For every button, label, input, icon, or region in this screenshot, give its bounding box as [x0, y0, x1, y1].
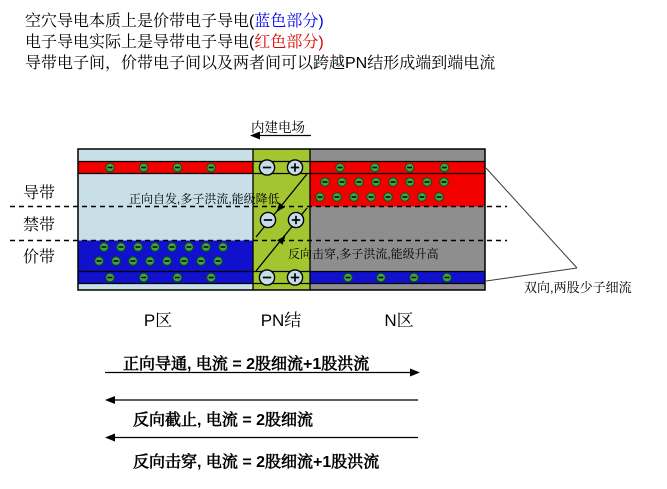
p-conduction-minority-strip: [78, 162, 253, 174]
hole-carrier-icon: [288, 212, 303, 227]
electron-icon: [316, 193, 325, 202]
electron-icon: [219, 243, 228, 252]
n-region-label: N区: [384, 311, 414, 330]
electron-icon: [112, 257, 121, 266]
electron-icon: [146, 257, 155, 266]
reverse-cutoff-caption: 反向截止, 电流 = 2股细流: [133, 412, 314, 429]
reverse-cutoff-arrow: [105, 396, 418, 404]
electron-carrier-icon: [259, 270, 274, 285]
electron-icon: [202, 243, 211, 252]
electron-icon: [389, 178, 398, 187]
electron-icon: [406, 178, 415, 187]
minority-pointer-top: [486, 168, 577, 268]
electron-icon: [163, 257, 172, 266]
electron-icon: [384, 193, 393, 202]
valence-band-label: 价带: [22, 249, 55, 266]
electron-carrier-icon: [259, 160, 274, 175]
electron-icon: [207, 163, 216, 172]
electron-icon: [139, 273, 148, 282]
electron-icon: [338, 178, 347, 187]
electron-icon: [173, 273, 182, 282]
electron-icon: [423, 178, 432, 187]
electron-icon: [350, 193, 359, 202]
hole-carrier-icon: [287, 270, 302, 285]
electron-icon: [440, 163, 449, 172]
electron-icon: [377, 273, 386, 282]
electron-icon: [168, 243, 177, 252]
electron-icon: [134, 243, 143, 252]
electron-icon: [440, 178, 449, 187]
intro-line-2-text: 电子导电实际上是导带电子导电(: [25, 34, 255, 51]
forbidden-band-label: 禁带: [22, 217, 55, 234]
electron-icon: [336, 163, 345, 172]
electron-icon: [367, 193, 376, 202]
hole-carrier-icon: [287, 160, 302, 175]
intro-line-3: 导带电子间，价带电子间以及两者间可以跨越PN结形成端到端电流: [25, 55, 496, 72]
forward-conduction-caption: 正向导通, 电流 = 2股细流+1股洪流: [123, 356, 370, 373]
electron-icon: [321, 178, 330, 187]
conduction-band-label: 导带: [22, 185, 55, 202]
built-in-field-label: 内建电场: [251, 120, 305, 135]
electron-icon: [173, 163, 182, 172]
breakdown-flood-note: 反向击穿,多子洪流,能级升高: [288, 247, 439, 261]
electron-icon: [106, 273, 115, 282]
p-valence-majority-strip: [78, 272, 253, 284]
electron-icon: [344, 273, 353, 282]
electron-icon: [371, 163, 380, 172]
electron-icon: [100, 243, 109, 252]
electron-icon: [333, 193, 342, 202]
electron-icon: [401, 193, 410, 202]
electron-icon: [207, 273, 216, 282]
electron-icon: [418, 193, 427, 202]
electron-icon: [185, 243, 194, 252]
electron-icon: [129, 257, 138, 266]
electron-icon: [197, 257, 206, 266]
electron-icon: [117, 243, 126, 252]
electron-icon: [435, 193, 444, 202]
intro-line-1-blue-part: 蓝色部分): [254, 13, 324, 30]
electron-icon: [214, 257, 223, 266]
electron-icon: [405, 163, 414, 172]
reverse-breakdown-arrow: [105, 434, 418, 442]
electron-icon: [95, 257, 104, 266]
electron-icon: [372, 178, 381, 187]
electron-icon: [139, 163, 148, 172]
electron-icon: [106, 163, 115, 172]
electron-icon: [151, 243, 160, 252]
n-valence-minority-strip: [310, 272, 485, 284]
p-region-label: P区: [143, 311, 173, 330]
intro-line-1-text: 空穴导电本质上是价带电子导电(: [25, 13, 255, 30]
electron-carrier-icon: [260, 212, 275, 227]
electron-icon: [410, 273, 419, 282]
electron-icon: [355, 178, 364, 187]
pn-junction-label: PN结: [260, 311, 302, 330]
minority-current-label: 双向,两股少子细流: [524, 280, 632, 295]
forward-flood-note: 正向自发,多子洪流,能级降低: [129, 192, 280, 206]
intro-line-2-red-part: 红色部分): [254, 34, 324, 51]
electron-icon: [443, 273, 452, 282]
electron-icon: [180, 257, 189, 266]
reverse-breakdown-caption: 反向击穿, 电流 = 2股细流+1股洪流: [133, 454, 380, 471]
